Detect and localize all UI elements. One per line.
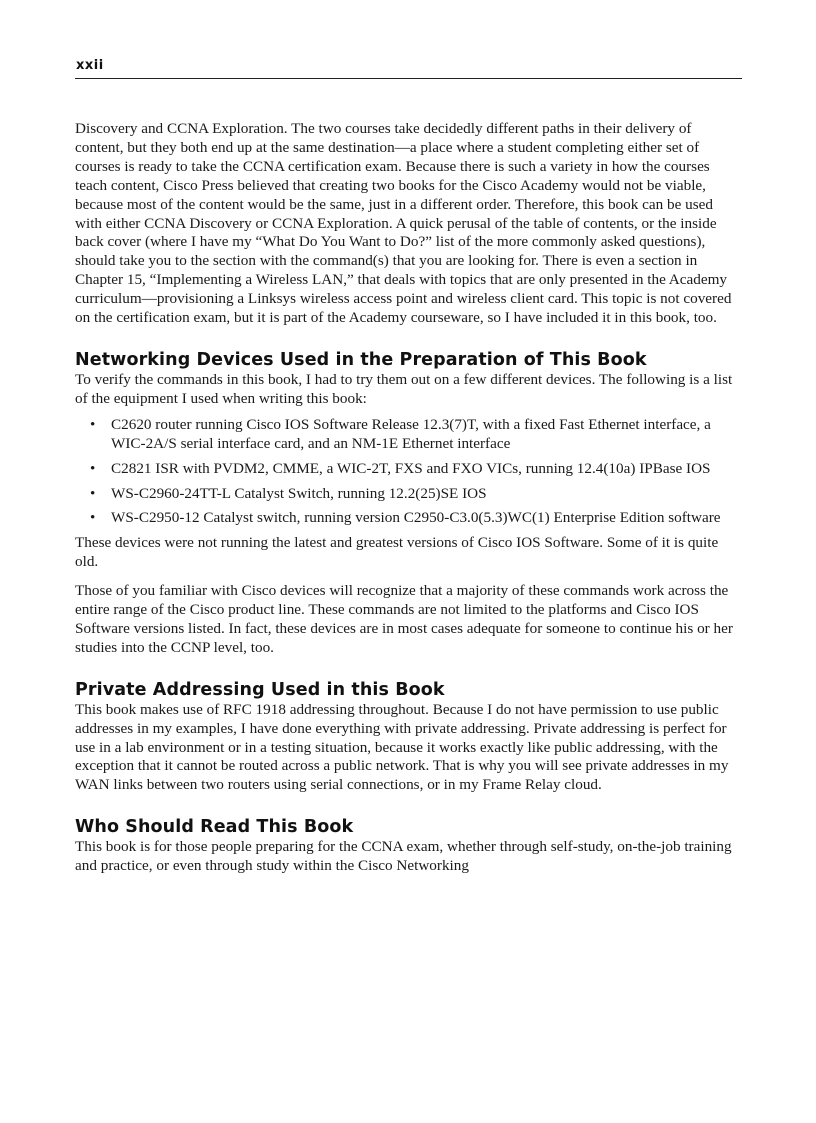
- list-item: [75, 485, 741, 504]
- section-heading-private-addressing: Private Addressing Used in this Book: [75, 679, 445, 700]
- equipment-list: [75, 416, 741, 529]
- list-item: [75, 460, 741, 479]
- section-heading-who-should-read: Who Should Read This Book: [75, 817, 354, 838]
- bullet-icon: •: [90, 415, 96, 433]
- page-number: xxii: [76, 58, 104, 73]
- list-item-text: WS-C2960-24TT-L Catalyst Switch, running 12.2(25)SE IOS: [111, 484, 487, 502]
- private-addressing-paragraph: This book makes use of RFC 1918 addressing throughout. Because I do not have permission to use public addresses in my examples, I have done everything with private addressing. Private addressing is perfect for use in a lab environment or in a testing situation, because it works exactly like public addressing, with the exception that it cannot be routed across a public network. That is why you will see private addresses in my WAN links between two routers using serial connections, or in my Frame Relay cloud.: [75, 700, 729, 794]
- list-item: [75, 416, 741, 454]
- list-item-text: WS-C2950-12 Catalyst switch, running version C2950-C3.0(5.3)WC(1) Enterprise Edition software: [111, 509, 721, 527]
- list-item-text: C2821 ISR with PVDM2, CMME, a WIC-2T, FXS and FXO VICs, running 12.4(10a) IPBase IOS: [111, 459, 711, 477]
- bullet-icon: •: [90, 484, 96, 502]
- page-content: [75, 120, 741, 886]
- bullet-icon: •: [90, 459, 96, 477]
- section-heading-devices: Networking Devices Used in the Preparation of This Book: [75, 349, 647, 370]
- intro-paragraph: Discovery and CCNA Exploration. The two courses take decidedly different paths in their delivery of content, but they both end up at the same destination—a place where a student completing either set of courses is ready to take the CCNA certification exam. Because there is such a variety in how the courses teach content, Cisco Press believed that creating two books for the Cisco Academy would not be viable, because most of the content would be the same, just in a different order. Therefore, this book can be used with either CCNA Discovery or CCNA Exploration. A quick perusal of the table of contents, or the inside back cover (where I have my “What Do You Want to Do?” list of the more commonly asked questions), should take you to the section with the command(s) that you are looking for. There is even a section in Chapter 15, “Implementing a Wireless LAN,” that deals with topics that are only presented in the Academy curriculum—provisioning a Linksys wireless access point and wireless client card. This topic is not covered on the certification exam, but it is part of the Academy courseware, so I have included it in this book, too.: [75, 120, 732, 327]
- who-should-read-paragraph: This book is for those people preparing for the CCNA exam, whether through self-study, on-the-job training and practice, or even through study within the Cisco Networking: [75, 838, 732, 875]
- bullet-icon: •: [90, 509, 96, 527]
- devices-compatibility-paragraph: Those of you familiar with Cisco devices will recognize that a majority of these commands work across the entire range of the Cisco product line. These commands are not limited to the platforms and Cisco IOS Software versions listed. In fact, these devices are in most cases adequate for someone to continue his or her studies into the CCNP level, too.: [75, 582, 733, 656]
- header-rule: [75, 78, 742, 79]
- devices-note-paragraph: These devices were not running the latest and greatest versions of Cisco IOS Software. Some of it is quite old.: [75, 534, 719, 571]
- devices-intro-paragraph: To verify the commands in this book, I had to try them out on a few different devices. The following is a list of the equipment I used when writing this book:: [75, 370, 733, 407]
- list-item: [75, 509, 741, 528]
- list-item-text: C2620 router running Cisco IOS Software Release 12.3(7)T, with a fixed Fast Ethernet interface, a WIC-2A/S serial interface card, and an NM-1E Ethernet interface: [111, 415, 711, 452]
